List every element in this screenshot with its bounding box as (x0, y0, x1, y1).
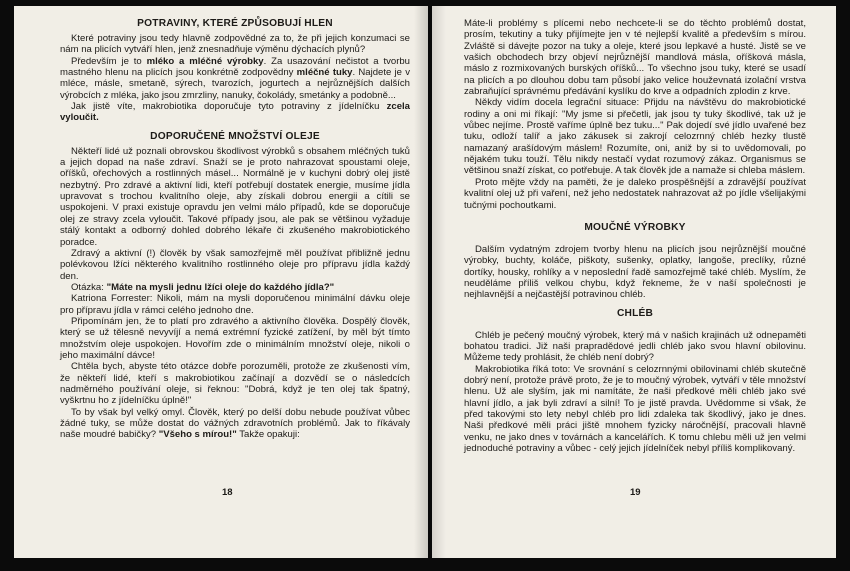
left-page (14, 6, 428, 558)
paragraph-5: Zdravý a aktivní (!) člověk by však samozřejmě měl používat přibližně jednu polévkovou lžíci některého kvalitního rostlinného oleje pro přípravu jídla každý den. (60, 247, 410, 282)
text: . Najdete je v mléce, másle, smetaně, sýrech, tvarozích, jogurtech a nejrůznějších dalších výrobcích z mléka, jako jsou zmrzliny, nanuky, čokolády, smetánky a podobně... (60, 67, 410, 101)
paragraph-3: Proto mějte vždy na paměti, že je daleko prospěšnější a zdravější používat kvalitní olej už při vaření, než jeho nedostatek nahrazovat až po jídle všelijakými tučnými pochoutkami. (464, 176, 806, 211)
text: Především je to (71, 55, 147, 67)
paragraph-2: Někdy vidím docela legrační situace: Přijdu na návštěvu do makrobiotické rodiny a oni mi říkají: "My jsme si přečetli, jak jsou ty tuky škodlivé, tak už je vůbec nejíme. Prostě vaříme úplně bez tuku..." Pak dojedí své jídlo uvařené bez tuku, odloží talíř a jako zákusek si zakrojí celozrnný chléb hezky tlustě namazaný arašídovým máslem! Rozumíte, oni, aniž by si to uvědomovali, po nějakém tuku touží. Tělu nikdy nestačí vydat rozumový zákaz. Organismus se většinou snaží získat, co potřebuje. A tak člověk jde a namaže si chleba máslem. (464, 97, 806, 177)
text: Jak jistě víte, makrobiotika doporučuje tyto potraviny z jídelníčku (71, 101, 387, 113)
bold-text: "Máte na mysli jednu lžíci oleje do každého jídla?" (106, 281, 335, 293)
spacer (60, 124, 410, 131)
paragraph-8: Připomínám jen, že to platí pro zdravého a aktivního člověka. Dospělý člověk, který se už tělesně nevyvíjí a nemá extrémní fyzické zatížení, by měl být tímto množstvím oleje uspokojen. Hovořím zde o minimálním množství oleje, nikoli o jeho maximální dávce! (60, 315, 410, 361)
heading-mucus-foods: POTRAVINY, KTERÉ ZPŮSOBUJÍ HLEN (137, 18, 333, 29)
text: Takže opakuji: (236, 429, 300, 441)
page-number: 18 (222, 487, 233, 498)
page-number: 19 (630, 487, 641, 498)
bold-text: zcela vyloučit. (60, 101, 410, 124)
heading-flour-products: MOUČNÉ VÝROBKY (584, 221, 686, 233)
text: To by však byl velký omyl. Člověk, který po delší dobu nebude používat vůbec žádné tuky, se může dostat do vážných zdravotních problémů. Jak to říkávaly naše moudré babičky? (60, 406, 410, 441)
paragraph-4: Někteří lidé už poznali obrovskou škodlivost výrobků s obsahem mléčných tuků a jejich dopad na naše zdraví. Snaží se je proto nahrazovat spoustami oleje, oříšků, ořechových a rostlinných másel... Normálně je v kuchyni dobrý olej jistě nezbytný. Pro zdravé a aktivní lidi, kteří potřebují dostatek energie, musíme jídla upravovat s trochou kvalitního oleje, aby získali dobrou energii a cítili se uspokojeni. V praxi existuje opravdu jen velmi málo případů, kde se doporučuje olej ze stravy zcela vyloučit. Takové případy jsou, ale pak se většinou vyžaduje stálý kontakt a odborný dohled dobrého lékaře či zkušeného makrobiotického poradce. (60, 145, 410, 248)
bold-text: mléko a mléčné výrobky (146, 55, 264, 67)
spacer (464, 211, 806, 222)
paragraph-2 (60, 56, 410, 101)
paragraph-4: Dalším vydatným zdrojem tvorby hlenu na plicích jsou nejrůznější moučné výrobky, buchty, koláče, piškoty, sušenky, oplatky, langoše, preclíky, různé dortíky, housky, rohlíky a v neposlední řadě samozřejmě také chléb. Myslím, že neuděláme příliš velkou chybu, když řekneme, že v naší společnosti je nejhlavnější a nejčastější potravinou chléb. (464, 243, 806, 301)
text: Otázka: (71, 281, 107, 293)
text: . Za usazování nečistot a tvorbu mastného hlenu na plicích jsou konkrétně zodpovědny (60, 55, 410, 79)
heading-bread: CHLÉB (616, 307, 654, 319)
paragraph-1: Máte-li problémy s plícemi nebo nechcete-li se do těchto problémů dostat, prosím, tekutiny a tuky přijímejte jen v té nejlepší kvalitě a především s mírou. Zvláště si dávejte pozor na tuky a oleje, které jsou lepkavé a husté. Jistě se ve vašich obchodech brzy objeví nejrůznější mandlová másla, oříšková másla, máslo z rozmixovaných burských oříšků... To všechno jsou tuky, které se usadí na plicích a po dlouhou dobu tam působí jako velice houževnatá izolační vrstva zabraňující správnému předávání kyslíku do krve a odpadních zplodin z krve. (464, 18, 806, 98)
heading-oil-amount: DOPORUČENÉ MNOŽSTVÍ OLEJE (150, 130, 320, 142)
paragraph-6: Makrobiotika říká toto: Ve srovnání s celozrnnými obilovinami chléb skutečně dobrý není, protože právě proto, že je to moučný výrobek, vytváří v těle množství hlenu. Už ale slyším, jak mi namítáte, že naši předkové měli chléb jako své hlavní jídlo, a jak byli zdraví a silní! To je jistě pravda. Uvědomme si však, že před takovými sto lety nebyl chléb pro lidi zdaleka tak škodlivý, jako je dnes. Naši předkové měli práci jiště mnohem fyzicky náročnější, pracovali hlavně venku, ne jako dnes v továrnách a kancelářích. K tomu chlebu měli už jen velmi jednoduché potraviny a vůbec - celý jejich jídelníček nebyl příliš komplikovaný. (464, 363, 806, 454)
spacer (464, 323, 806, 330)
bold-text: "Všeho s mírou!" (158, 429, 237, 441)
paragraph-5: Chléb je pečený moučný výrobek, který má v našich krajinách už odnepaměti bohatou tradici. Již naši prapradědové jedli chléb jako svou hlavní obilovinu. Můžeme tedy prohlásit, že chléb není dobrý? (464, 329, 806, 364)
paragraph-3 (60, 101, 410, 124)
spacer (464, 301, 806, 308)
paragraph-6 (60, 282, 410, 293)
right-page (432, 6, 836, 558)
bold-text: mléčné tuky (296, 67, 353, 79)
paragraph-7: Katriona Forrester: Nikoli, mám na mysli doporučenou minimální dávku oleje pro přípravu jídla v rámci celého jednoho dne. (60, 293, 410, 316)
paragraph-9: Chtěla bych, abyste této otázce dobře porozuměli, protože ze zkušenosti vím, že někteří lidé, kteří s makrobiotikou začínají a dozvědí se o následcích nadměrného používání oleje, si řeknou: "Dobrá, když je ten olej tak špatný, vyškrtnu ho z jídelníčku úplně!" (60, 361, 410, 407)
spacer (464, 237, 806, 244)
paragraph-1: Které potraviny jsou tedy hlavně zodpovědné za to, že při jejich konzumaci se nám na plicích vytváří hlen, jenž znesnadňuje výměnu dýchacích plynů? (60, 33, 410, 56)
paragraph-10 (60, 407, 410, 441)
